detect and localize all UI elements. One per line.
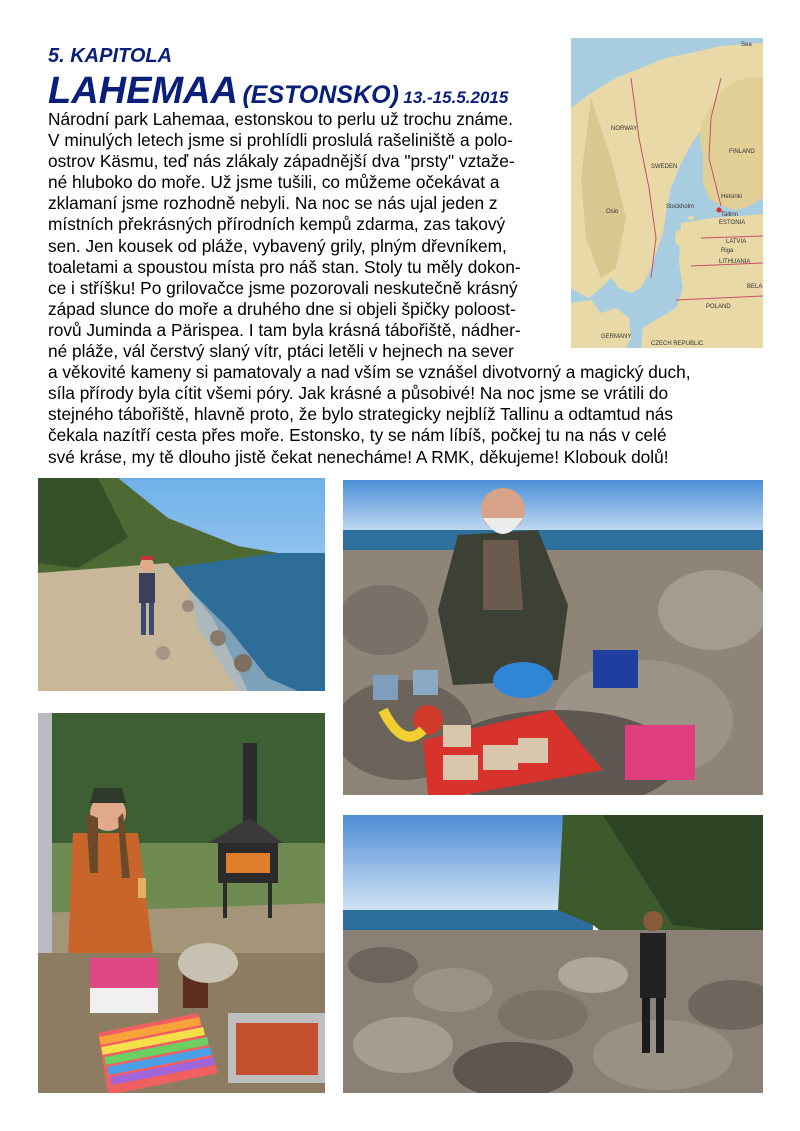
article-line: a věkovité kameny si pamatovaly a nad vším se vznášel divotvorný a magický duch, [48, 362, 691, 383]
article-line: Národní park Lahemaa, estonskou to perlu už trochu známe. [48, 109, 513, 129]
map-label-helsinki: Helsinki [721, 194, 743, 200]
map-label-czech: CZECH REPUBLIC [651, 341, 704, 347]
title-dates: 13.-15.5.2015 [403, 88, 509, 107]
map-label-bela: BELA [747, 284, 763, 290]
article-line: západ slunce do moře a druhého dne si objeli špičky poloost- [48, 298, 516, 319]
map-image [571, 38, 763, 348]
article-line: ostrov Käsmu, teď nás zlákaly západnější dva "prsty" vztaže- [48, 151, 515, 172]
article-line: stejného tábořiště, hlavně proto, že bylo strategicky nejblíž Tallinu a odtamtud nás [48, 404, 674, 425]
photo-rocky-shore [343, 815, 763, 1093]
map-label-lithuania: LITHUANIA [719, 259, 751, 265]
article-line: sen. Jen kousek od pláže, vybavený grily, plným dřevníkem, [48, 235, 507, 256]
article-line: toaletami a spoustou místa pro náš stan. Stoly tu měly dokon- [48, 256, 521, 277]
map-label-oslo: Oslo [606, 209, 619, 215]
article-line: né hluboko do moře. Už jsme tušili, co můžeme očekávat a [48, 172, 500, 193]
article-line: své kráse, my tě dlouho jistě čekat nenecháme! A RMK, děkujeme! Klobouk dolů! [48, 446, 669, 467]
chapter-label: 5. KAPITOLA [48, 45, 173, 67]
map-label-latvia: LATVIA [726, 239, 747, 245]
map-label-poland: POLAND [706, 304, 731, 310]
map-label-tallinn: Tallinn [721, 212, 739, 218]
article-line: V minulých letech jsme si prohlídli proslulá rašeliniště a polo- [48, 130, 513, 151]
article-line: síla přírody byla cítit všemi póry. Jak krásné a působivé! Na noc jsme se vrátili do [48, 383, 669, 404]
map-label-sea: Sea [741, 42, 752, 48]
map-label-stockholm: Stockholm [666, 204, 695, 210]
map-label-sweden: SWEDEN [651, 164, 678, 170]
article-line: né pláže, vál čerstvý slaný vítr, ptáci letěli v hejnech na sever [48, 341, 514, 362]
article-line: rovů Juminda a Pärispea. I tam byla krásná tábořiště, nádher- [48, 319, 521, 340]
photo-man-food-rocks [343, 480, 763, 795]
map-label-finland: FINLAND [729, 149, 755, 155]
article-line: místních překrásných přírodních kempů zdarma, zas takový [48, 214, 506, 235]
photo-woman-grill [38, 713, 325, 1093]
map-label-germany: GERMANY [601, 334, 632, 340]
map-label-norway: NORWAY [611, 126, 638, 132]
title-main: LAHEMAA [48, 70, 238, 112]
article-line: čekala nazítří cesta přes moře. Estonsko, ty se nám líbíš, počkej tu na nás v celé [48, 425, 667, 446]
title-country: (ESTONSKO) [242, 81, 399, 109]
photo-beach-woman [38, 478, 325, 691]
article-line: zklamaní jsme rozhodně nebyli. Na noc se nás ujal jeden z [48, 193, 498, 214]
article-line: ce i stříšku! Po grilovačce jsme pozorovali neskutečně krásný [48, 277, 518, 298]
map-label-riga: Riga [721, 248, 734, 254]
page-title [48, 70, 508, 113]
map-label-estonia: ESTONIA [719, 220, 746, 226]
